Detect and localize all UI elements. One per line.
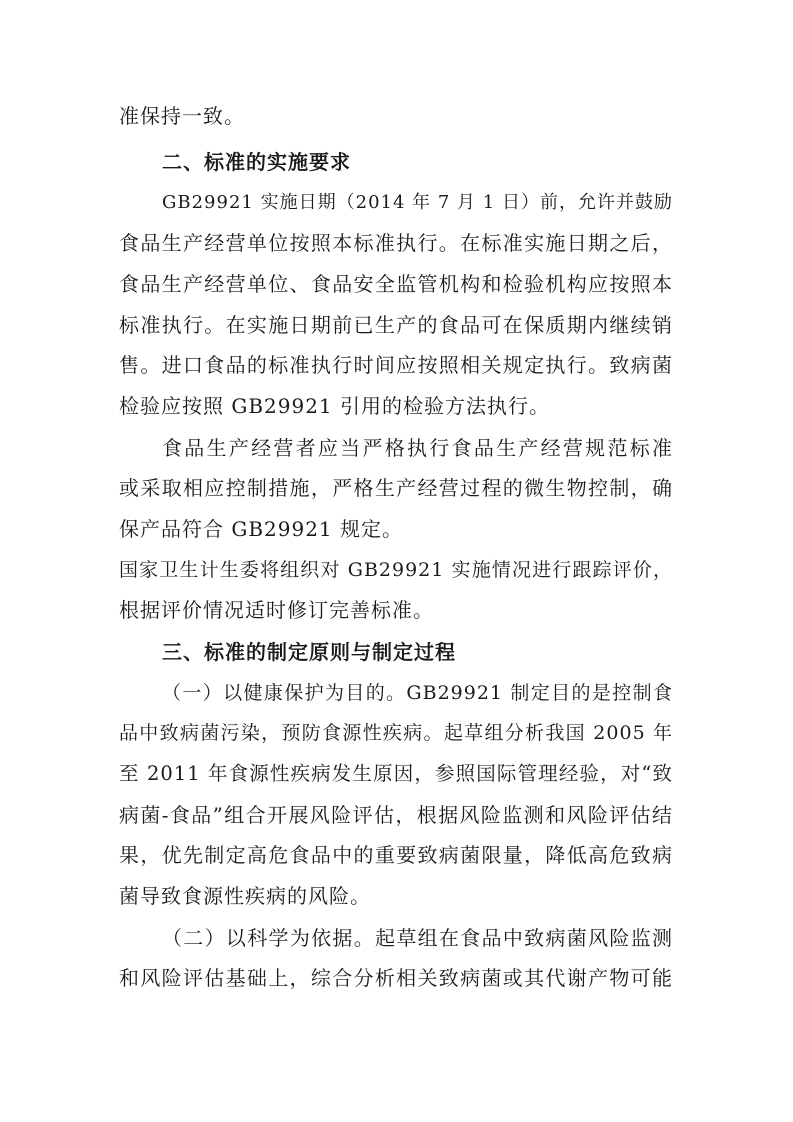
text-line: GB29921 实施日期（2014 年 7 月 1 日）前，允许并鼓励 bbox=[162, 192, 673, 213]
text-line: 保产品符合 GB29921 规定。 bbox=[119, 517, 404, 541]
text-line: 品中致病菌污染，预防食源性疾病。起草组分析我国 2005 年 bbox=[119, 722, 673, 744]
text-line: 果，优先制定高危食品中的重要致病菌限量，降低高危致病 bbox=[119, 843, 673, 867]
text-line: 菌导致食源性疾病的风险。 bbox=[119, 884, 371, 908]
text-line: 食品生产经营单位、食品安全监管机构和检验机构应按照本 bbox=[119, 272, 673, 296]
text-line: 国家卫生计生委将组织对 GB29921 实施情况进行跟踪评价， bbox=[119, 559, 673, 581]
text-line: 食品生产经营者应当严格执行食品生产经营规范标准 bbox=[162, 436, 673, 460]
text-line: 食品生产经营单位按照本标准执行。在标准实施日期之后， bbox=[119, 231, 673, 255]
text-line: 售。进口食品的标准执行时间应按照相关规定执行。致病菌 bbox=[119, 353, 673, 377]
text-line: 至 2011 年食源性疾病发生原因，参照国际管理经验，对“致 bbox=[119, 762, 673, 785]
text-line: 或采取相应控制措施，严格生产经营过程的微生物控制，确 bbox=[119, 476, 673, 500]
text-line: 和风险评估基础上，综合分析相关致病菌或其代谢产物可能 bbox=[119, 966, 673, 990]
text-line: 准保持一致。 bbox=[119, 104, 245, 128]
text-line: 标准执行。在实施日期前已生产的食品可在保质期内继续销 bbox=[119, 313, 673, 337]
section-heading: 二、标准的实施要求 bbox=[162, 150, 351, 174]
text-line: 病菌-食品”组合开展风险评估，根据风险监测和风险评估结 bbox=[119, 803, 673, 827]
text-line: 根据评价情况适时修订完善标准。 bbox=[119, 598, 434, 622]
text-line: （二）以科学为依据。起草组在食品中致病菌风险监测 bbox=[162, 926, 673, 950]
section-heading: 三、标准的制定原则与制定过程 bbox=[162, 640, 456, 664]
text-line: （一）以健康保护为目的。GB29921 制定目的是控制食 bbox=[162, 682, 673, 704]
text-line: 检验应按照 GB29921 引用的检验方法执行。 bbox=[119, 394, 551, 418]
